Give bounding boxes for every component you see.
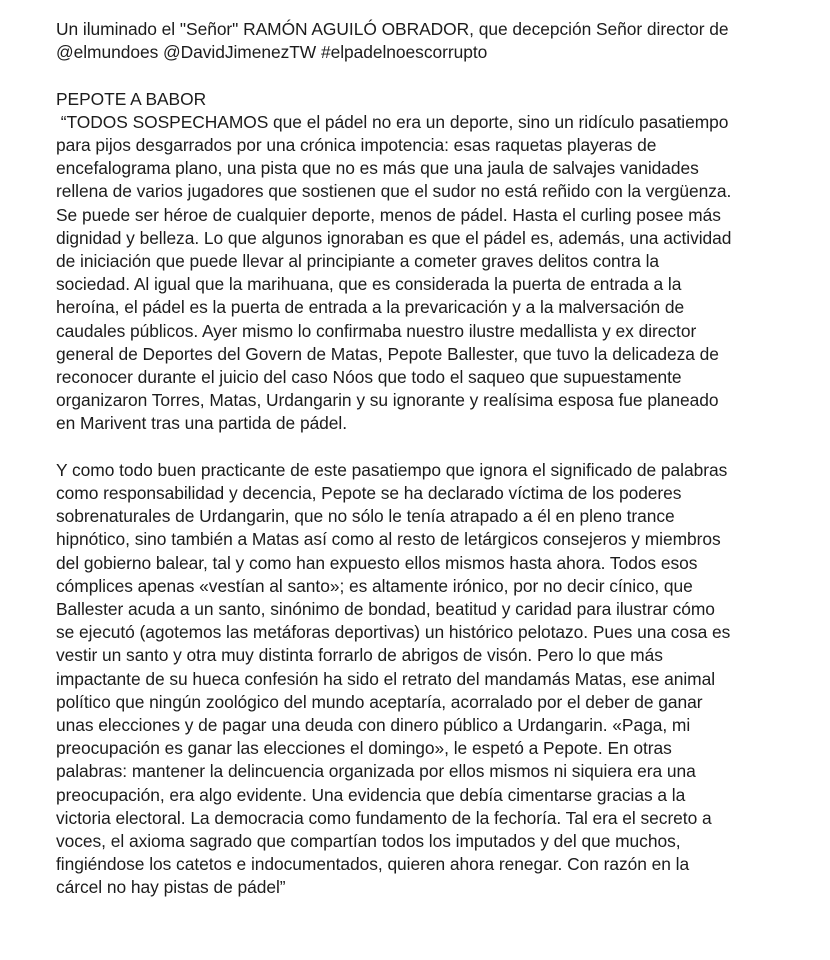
paragraph-line: preocupación es ganar las elecciones el domingo», le espetó a Pepote. En otras (56, 738, 672, 759)
paragraph-line: “TODOS SOSPECHAMOS que el pádel no era un deporte, sino un ridículo pasatiempo (56, 111, 729, 132)
paragraph-line: hipnótico, sino también a Matas así como al resto de letárgicos consejeros y miembros (56, 529, 721, 550)
intro-line: Un iluminado el "Señor" RAMÓN AGUILÓ OBRADOR, que decepción Señor director de (56, 19, 729, 39)
paragraph-line: unas elecciones y de pagar una deuda con dinero público a Urdangarin. «Paga, mi (56, 715, 691, 736)
paragraph-line: Se puede ser héroe de cualquier deporte, menos de pádel. Hasta el curling posee más (56, 204, 721, 225)
intro-line: @elmundoes @DavidJimenezTW #elpadelnoescorrupto (56, 42, 488, 63)
paragraph-line: Y como todo buen practicante de este pasatiempo que ignora el significado de palabras (56, 459, 728, 480)
paragraph-2 (56, 459, 816, 900)
paragraph-line: para pijos desgarrados por una crónica impotencia: esas raquetas playeras de (56, 135, 657, 155)
paragraph-line: impactante de su hueca confesión ha sido el retrato del mandamás Matas, ese animal (56, 668, 716, 689)
paragraph-line: reconocer durante el juicio del caso Nóos que todo el saqueo que supuestamente (56, 367, 682, 388)
paragraph-line: organizaron Torres, Matas, Urdangarin y su ignorante y realísima esposa fue planeado (56, 390, 719, 411)
paragraph-line: victoria electoral. La democracia como fundamento de la fechoría. Tal era el secreto a (56, 807, 712, 828)
article-text (56, 18, 816, 900)
paragraph-line: de iniciación que puede llevar al principiante a cometer graves delitos contra la (56, 251, 660, 272)
paragraph-line: general de Deportes del Govern de Matas, Pepote Ballester, que tuvo la delicadeza de (56, 343, 719, 364)
blank-line (56, 436, 816, 459)
paragraph-line: vestir un santo y otra muy distinta forrarlo de abrigos de visón. Pero lo que más (56, 645, 663, 666)
paragraph-line: palabras: mantener la delincuencia organizada por ellos mismos ni siquiera era una (56, 761, 696, 782)
paragraph-line: dignidad y belleza. Lo que algunos ignoraban es que el pádel es, además, una actividad (56, 227, 732, 248)
paragraph-line: Ballester acuda a un santo, sinónimo de bondad, beatitud y caridad para ilustrar cómo (56, 599, 715, 620)
paragraph-line: en Marivent tras una partida de pádel. (56, 413, 348, 434)
article-heading: PEPOTE A BABOR (56, 88, 207, 109)
paragraph-line: encefalograma plano, una pista que no es más que una jaula de salvajes vanidades (56, 158, 699, 179)
paragraph-1 (56, 111, 816, 436)
paragraph-line: cómplices apenas «vestían al santo»; es altamente irónico, por no decir cínico, que (56, 575, 693, 596)
paragraph-line: sobrenaturales de Urdangarin, que no sólo le tenía atrapado a él en pleno trance (56, 506, 675, 527)
paragraph-line: del gobierno balear, tal y como han expuesto ellos mismos hasta ahora. Todos esos (56, 552, 698, 573)
paragraph-line: heroína, el pádel es la puerta de entrada a la prevaricación y a la malversación de (56, 297, 685, 318)
paragraph-line: fingiéndose los catetos e indocumentados, quieren ahora renegar. Con razón en la (56, 854, 690, 875)
paragraph-line: se ejecutó (agotemos las metáforas deportivas) un histórico pelotazo. Pues una cosa es (56, 622, 731, 643)
paragraph-line: cárcel no hay pistas de pádel” (56, 877, 286, 898)
paragraph-line: como responsabilidad y decencia, Pepote se ha declarado víctima de los poderes (56, 483, 682, 504)
paragraph-line: voces, el axioma sagrado que compartían todos los imputados y del que muchos, (56, 831, 681, 852)
paragraph-line: preocupación, era algo evidente. Una evidencia que debía cimentarse gracias a la (56, 784, 686, 805)
paragraph-line: sociedad. Al igual que la marihuana, que es considerada la puerta de entrada a la (56, 274, 682, 295)
intro-block (56, 18, 816, 64)
paragraph-line: político que ningún zoológico del mundo aceptaría, acorralado por el deber de ganar (56, 691, 703, 712)
paragraph-line: rellena de varios jugadores que sostienen que el sudor no está reñido con la vergüenza. (56, 181, 732, 202)
paragraph-line: caudales públicos. Ayer mismo lo confirmaba nuestro ilustre medallista y ex director (56, 320, 697, 341)
blank-line (56, 64, 816, 87)
